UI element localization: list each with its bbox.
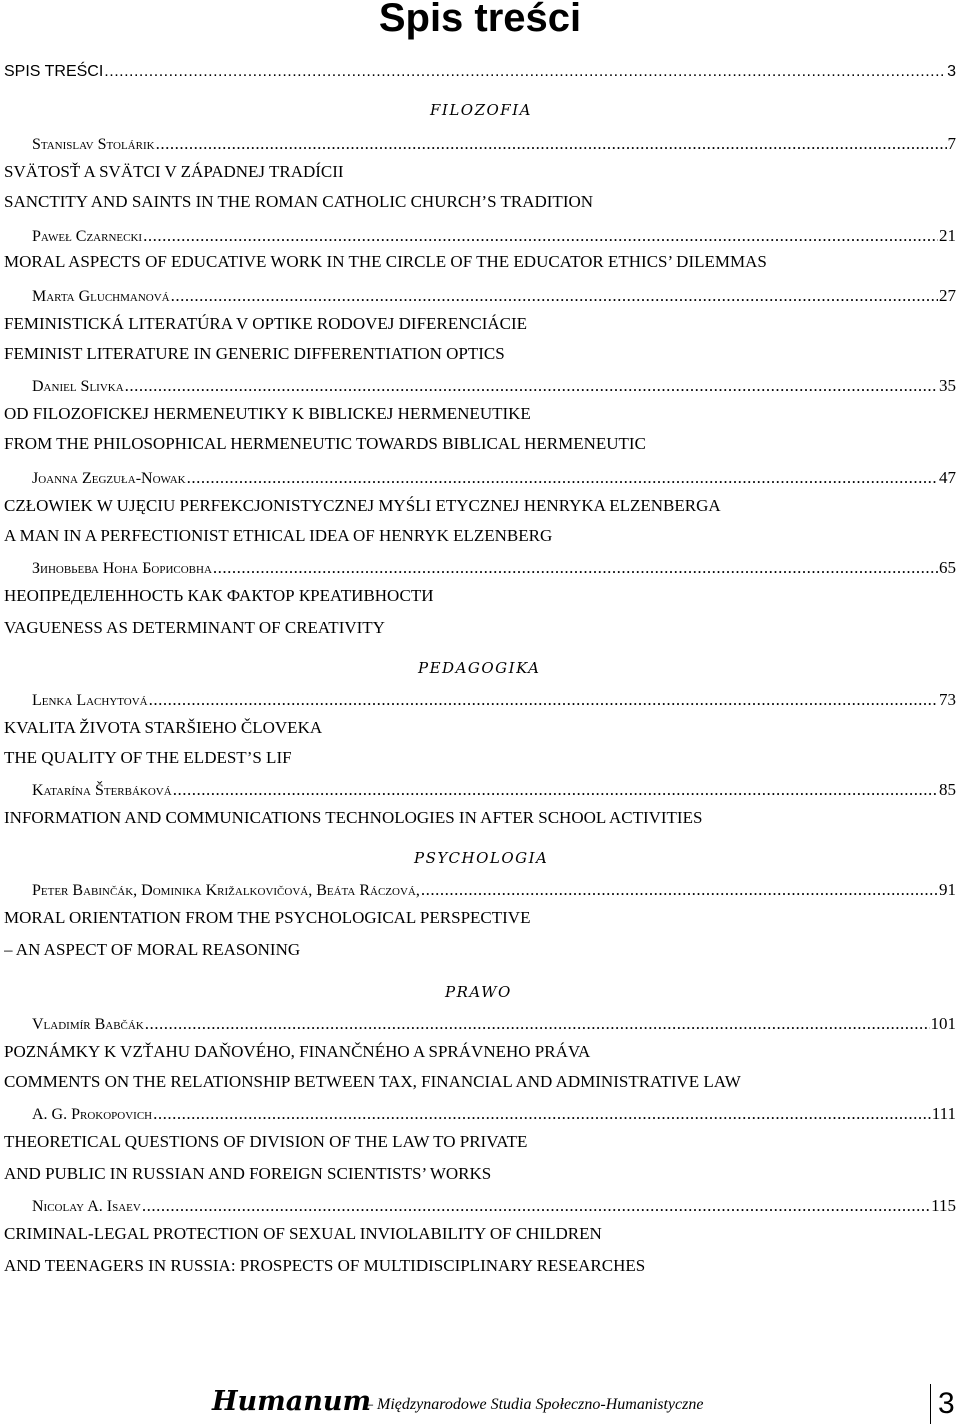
toc-author: Nicolay A. Isaev xyxy=(32,1198,141,1215)
toc-author: A. G. Prokopovich xyxy=(32,1106,153,1123)
dot-leader xyxy=(149,687,938,713)
article-title: – AN ASPECT OF MORAL REASONING xyxy=(4,940,301,959)
toc-author: Katarína Šterbáková xyxy=(32,782,172,799)
toc-author: Paweł Czarnecki xyxy=(32,228,143,245)
article-title: THEORETICAL QUESTIONS OF DIVISION OF THE LAW TO PRIVATE xyxy=(4,1132,528,1151)
dot-leader xyxy=(104,59,946,85)
article-title: SANCTITY AND SAINTS IN THE ROMAN CATHOLIC CHURCH’S TRADITION xyxy=(4,192,594,211)
toc-author: Peter Babinčák, Dominika Križalkovičová, Beáta Ráczová, xyxy=(32,882,420,899)
toc-author: Joanna Zegzuła-Nowak xyxy=(32,470,186,487)
toc-page-number: 47 xyxy=(939,468,956,487)
toc-page-number: 7 xyxy=(947,134,956,153)
section-heading-psychologia: PSYCHOLOGIA xyxy=(414,849,549,867)
dot-leader xyxy=(142,1193,930,1219)
toc-author: Stanislav Stolárik xyxy=(32,136,155,153)
article-title: THE QUALITY OF THE ELDEST’S LIF xyxy=(4,748,292,767)
article-title: НЕОПРЕДЕЛЕННОСТЬ КАК ФАКТОР КРЕАТИВНОСТИ xyxy=(4,586,434,605)
article-title: A MAN IN A PERFECTIONIST ETHICAL IDEA OF HENRYK ELZENBERG xyxy=(4,526,553,545)
dot-leader xyxy=(143,223,938,249)
article-title: FEMINISTICKÁ LITERATÚRA V OPTIKE RODOVEJ DIFERENCIÁCIE xyxy=(4,314,528,333)
dot-leader xyxy=(187,465,938,491)
dot-leader xyxy=(153,1101,931,1127)
toc-page-number: 27 xyxy=(939,286,956,305)
toc-entry-spis[interactable] xyxy=(4,59,956,85)
article-title: OD FILOZOFICKEJ HERMENEUTIKY K BIBLICKEJ HERMENEUTIKE xyxy=(4,404,531,423)
toc-page-number: 85 xyxy=(939,780,956,799)
article-title: POZNÁMKY K VZŤAHU DAŇOVÉHO, FINANČNÉHO A SPRÁVNEHO PRÁVA xyxy=(4,1042,591,1061)
toc-entry-author[interactable] xyxy=(32,373,956,399)
dot-leader xyxy=(145,1011,930,1037)
toc-entry-author[interactable] xyxy=(32,1101,956,1127)
article-title: MORAL ASPECTS OF EDUCATIVE WORK IN THE CIRCLE OF THE EDUCATOR ETHICS’ DILEMMAS xyxy=(4,252,767,271)
article-title: FROM THE PHILOSOPHICAL HERMENEUTIC TOWARDS BIBLICAL HERMENEUTIC xyxy=(4,434,646,453)
toc-page-number: 111 xyxy=(931,1104,956,1123)
dot-leader xyxy=(171,283,938,309)
toc-page-number: 115 xyxy=(931,1196,956,1215)
section-heading-pedagogika: PEDAGOGIKA xyxy=(418,659,541,677)
toc-page-number: 35 xyxy=(939,376,956,395)
toc-author: Daniel Slivka xyxy=(32,378,124,395)
journal-subtitle: – Międzynarodowe Studia Społeczno-Humanistyczne xyxy=(365,1396,704,1413)
article-title: COMMENTS ON THE RELATIONSHIP BETWEEN TAX, FINANCIAL AND ADMINISTRATIVE LAW xyxy=(4,1072,741,1091)
dot-leader xyxy=(156,131,947,157)
toc-page-number: 21 xyxy=(939,226,956,245)
footer-page-number: 3 xyxy=(938,1387,955,1420)
toc-entry-author[interactable] xyxy=(32,1011,956,1037)
toc-entry-author[interactable] xyxy=(32,687,956,713)
article-title: VAGUENESS AS DETERMINANT OF CREATIVITY xyxy=(4,618,385,637)
article-title: CZŁOWIEK W UJĘCIU PERFEKCJONISTYCZNEJ MYŚLI ETYCZNEJ HENRYKA ELZENBERGA xyxy=(4,496,721,515)
section-heading-prawo: PRAWO xyxy=(445,983,512,1001)
dot-leader xyxy=(125,373,938,399)
toc-page-number: 73 xyxy=(939,690,956,709)
toc-entry-author[interactable] xyxy=(32,283,956,309)
toc-page-number: 91 xyxy=(939,880,956,899)
toc-entry-author[interactable] xyxy=(32,555,956,581)
article-title: MORAL ORIENTATION FROM THE PSYCHOLOGICAL PERSPECTIVE xyxy=(4,908,531,927)
toc-entry-author[interactable] xyxy=(32,777,956,803)
toc-page-number: 65 xyxy=(939,558,956,577)
article-title: KVALITA ŽIVOTA STARŠIEHO ČLOVEKA xyxy=(4,718,323,737)
dot-leader xyxy=(421,877,938,903)
article-title: AND PUBLIC IN RUSSIAN AND FOREIGN SCIENTISTS’ WORKS xyxy=(4,1164,492,1183)
toc-entry-label: SPIS TREŚCI xyxy=(4,63,104,80)
toc-author: Marta Gluchmanová xyxy=(32,288,170,305)
dot-leader xyxy=(173,777,938,803)
toc-author: Lenka Lachytová xyxy=(32,692,148,709)
toc-entry-author[interactable] xyxy=(32,877,956,903)
toc-page-number: 101 xyxy=(930,1014,956,1033)
footer-divider xyxy=(930,1384,931,1424)
article-title: CRIMINAL-LEGAL PROTECTION OF SEXUAL INVIOLABILITY OF CHILDREN xyxy=(4,1224,602,1243)
article-title: AND TEENAGERS IN RUSSIA: PROSPECTS OF MULTIDISCIPLINARY RESEARCHES xyxy=(4,1256,646,1275)
toc-author: Vladimír Babčák xyxy=(32,1016,144,1033)
journal-logo-text: Humanum xyxy=(212,1386,372,1417)
dot-leader xyxy=(213,555,938,581)
toc-author: Зиновьева Нона Борисовна xyxy=(32,560,212,577)
page-title: Spis treści xyxy=(378,0,582,40)
article-title: SVÄTOSŤ A SVÄTCI V ZÁPADNEJ TRADÍCII xyxy=(4,162,344,181)
toc-entry-author[interactable] xyxy=(32,223,956,249)
article-title: FEMINIST LITERATURE IN GENERIC DIFFERENTIATION OPTICS xyxy=(4,344,505,363)
article-title: INFORMATION AND COMMUNICATIONS TECHNOLOGIES IN AFTER SCHOOL ACTIVITIES xyxy=(4,808,703,827)
toc-entry-author[interactable] xyxy=(32,131,956,157)
section-heading-filozofia: FILOZOFIA xyxy=(430,101,532,119)
toc-page-number: 3 xyxy=(947,63,956,80)
toc-entry-author[interactable] xyxy=(32,465,956,491)
toc-entry-author[interactable] xyxy=(32,1193,956,1219)
